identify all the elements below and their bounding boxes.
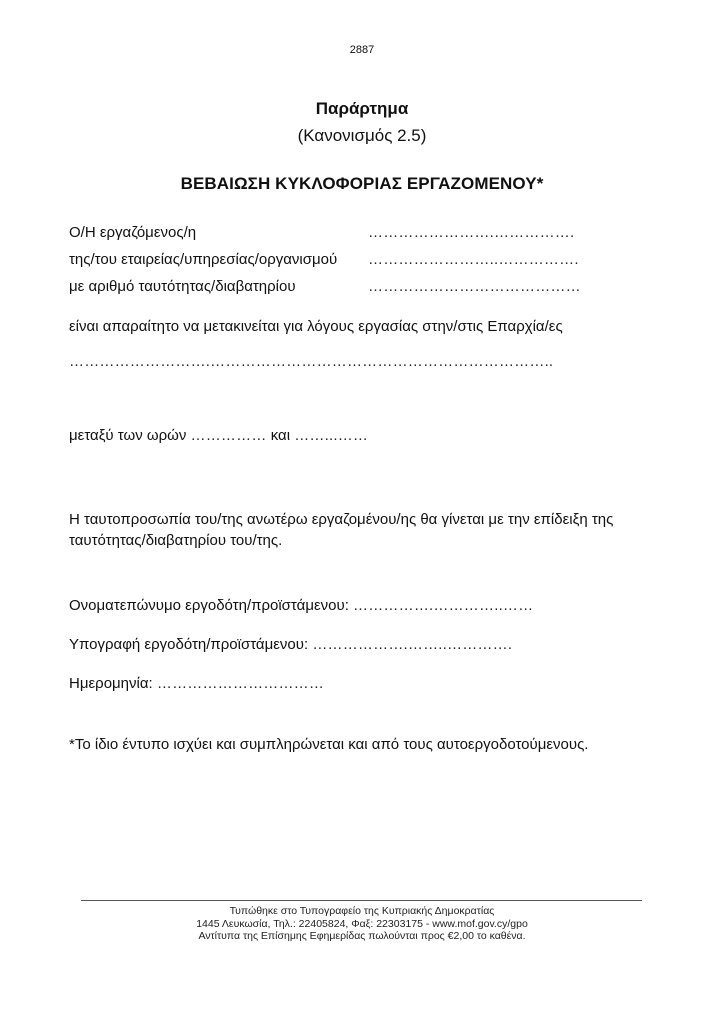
employer-name-field[interactable]: …………….…………..……	[353, 597, 534, 614]
employer-name-label: Ονοματεπώνυμο εργοδότη/προϊστάμενου:	[69, 597, 349, 614]
date-label: Ημερομηνία:	[69, 675, 153, 692]
id-number-field[interactable]: ……………………………………	[368, 278, 581, 295]
footer-contact: 1445 Λευκωσία, Τηλ.: 22405824, Φαξ: 22303175 - www.mof.gov.cy/gpo	[196, 917, 528, 930]
hours-to-field[interactable]: ……...……	[294, 427, 369, 444]
id-number-label: με αριθμό ταυτότητας/διαβατηρίου	[69, 278, 296, 295]
footer-divider	[81, 900, 642, 901]
organization-field[interactable]: ……………………..…………….	[368, 251, 579, 268]
region-field[interactable]: ……………………….…………………………………………………………..	[69, 353, 554, 370]
employee-name-field[interactable]: …………………….…………….	[368, 224, 575, 241]
employer-signature-row	[69, 636, 512, 653]
hours-row	[69, 427, 368, 444]
employer-signature-field[interactable]: ……………….……..………….	[312, 636, 513, 653]
identity-paragraph: Η ταυτοπροσωπία του/της ανωτέρω εργαζομένου/ης θα γίνεται με την επίδειξη της ταυτότητας/διαβατηρίου του/της.	[69, 511, 614, 549]
document-title: ΒΕΒΑΙΩΣΗ ΚΥΚΛΟΦΟΡΙΑΣ ΕΡΓΑΖΟΜΕΝΟΥ*	[180, 174, 544, 193]
hours-from-field[interactable]: ……………	[190, 427, 267, 444]
footnote: *Το ίδιο έντυπο ισχύει και συμπληρώνεται και από τους αυτοεργοδοτούμενους.	[69, 736, 589, 753]
date-field[interactable]: ……………………………	[156, 675, 325, 692]
date-row	[69, 675, 324, 692]
employer-signature-label: Υπογραφή εργοδότη/προϊστάμενου:	[69, 636, 309, 653]
hours-conjunction: και	[270, 427, 291, 444]
footer-price: Αντίτυπα της Επίσημης Εφημερίδας πωλούνται προς €2,00 το καθένα.	[198, 930, 526, 942]
hours-label: μεταξύ των ωρών	[69, 427, 187, 444]
annex-title: Παράρτημα	[315, 99, 409, 118]
page-number: 2887	[349, 44, 375, 56]
footer-printer: Τυπώθηκε στο Τυπογραφείο της Κυπριακής Δημοκρατίας	[229, 905, 495, 917]
footer	[0, 905, 724, 943]
employer-name-row	[69, 597, 533, 614]
organization-label: της/του εταιρείας/υπηρεσίας/οργανισμού	[69, 251, 338, 268]
employee-label: Ο/Η εργαζόμενος/η	[69, 224, 197, 241]
regulation-reference: (Κανονισμός 2.5)	[297, 126, 427, 145]
requirement-text: είναι απαραίτητο να μετακινείται για λόγους εργασίας στην/στις Επαρχία/ες	[69, 318, 563, 335]
